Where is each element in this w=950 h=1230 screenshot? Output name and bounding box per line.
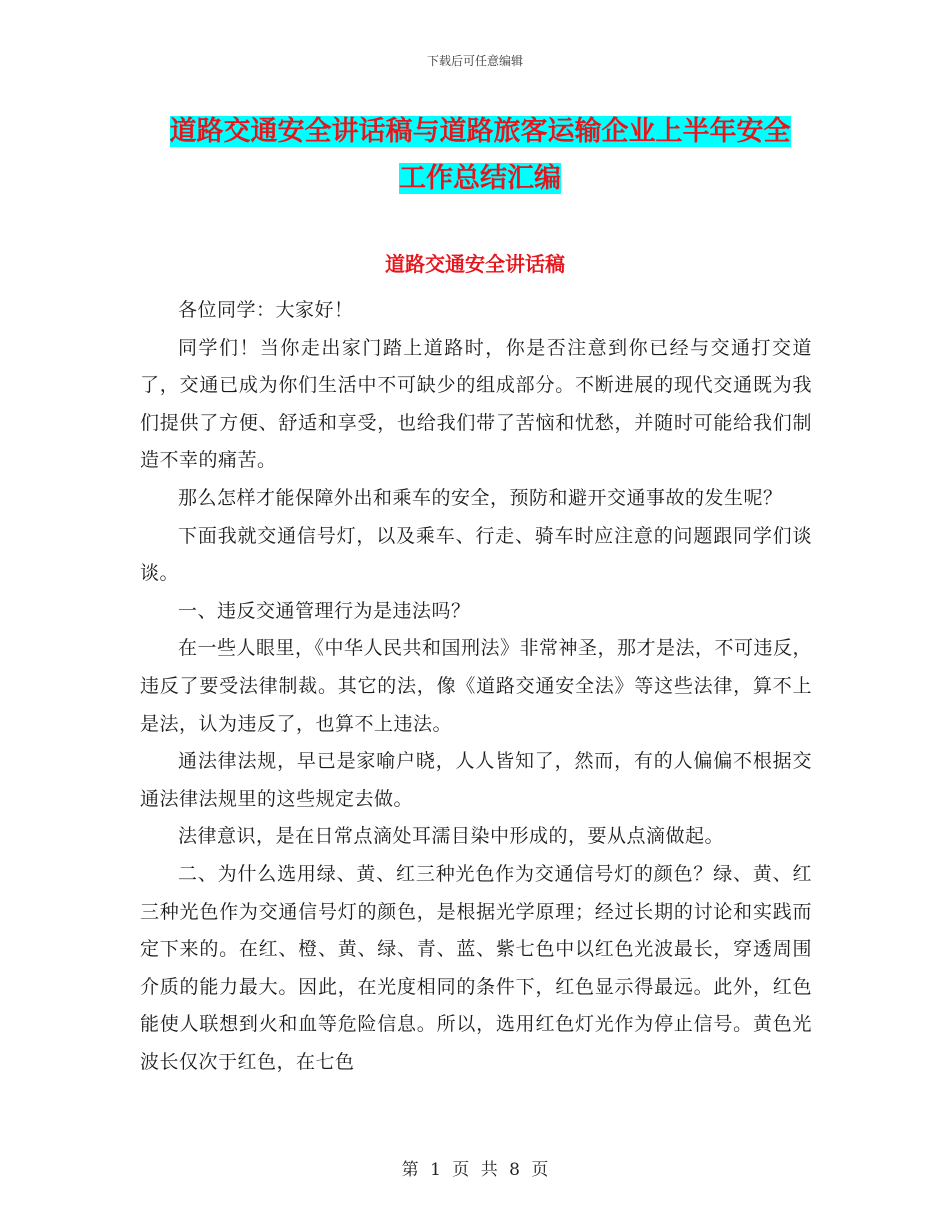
- header-note: 下载后可任意编辑: [426, 54, 523, 68]
- paragraph: 同学们！当你走出家门踏上道路时，你是否注意到你已经与交通打交道了，交通已成为你们生活中不可缺少的组成部分。不断进展的现代交通既为我们提供了方便、舒适和享受，也给我们带了苦恼和忧愁，并随时可能给我们制造不幸的痛苦。: [140, 336, 812, 472]
- paragraph-heading-1: 一、违反交通管理行为是违法吗？: [178, 599, 471, 622]
- document-title-line-1: 道路交通安全讲话稿与道路旅客运输企业上半年安全: [169, 116, 791, 147]
- paragraph: 下面我就交通信号灯，以及乘车、行走、骑车时应注意的问题跟同学们谈谈。: [140, 524, 812, 585]
- paragraph: 那么怎样才能保障外出和乘车的安全，预防和避开交通事故的发生呢？: [178, 486, 783, 509]
- paragraph-greeting: 各位同学：大家好！: [178, 299, 354, 321]
- paragraph: 法律意识，是在日常点滴处耳濡目染中形成的，要从点滴做起。: [178, 825, 725, 848]
- paragraph: 在一些人眼里，《中华人民共和国刑法》非常神圣，那才是法，不可违反，违反了要受法律制裁。其它的法，像《道路交通安全法》等这些法律，算不上是法，认为违反了，也算不上违法。: [140, 637, 813, 735]
- document-title-line-2: 工作总结汇编: [399, 163, 561, 194]
- paragraph: 通法律法规，早已是家喻户晓，人人皆知了，然而，有的人偏偏不根据交通法律法规里的这些规定去做。: [140, 750, 812, 810]
- document-body: [140, 292, 812, 1081]
- section-title: 道路交通安全讲话稿: [385, 252, 565, 276]
- paragraph-heading-2: 二、为什么选用绿、黄、红三种光色作为交通信号灯的颜色？绿、黄、红三种光色作为交通信号灯的颜色，是根据光学原理；经过长期的讨论和实践而定下来的。在红、橙、黄、绿、青、蓝、紫七色中以红色光波最长，穿透周围介质的能力最大。因此，在光度相同的条件下，红色显示得最远。此外，红色能使人联想到火和血等危险信息。所以，选用红色灯光作为停止信号。黄色光波长仅次于红色，在七色: [140, 862, 812, 1073]
- document-title: [140, 108, 820, 202]
- page-number-footer: 第 1 页 共 8 页: [401, 1160, 549, 1180]
